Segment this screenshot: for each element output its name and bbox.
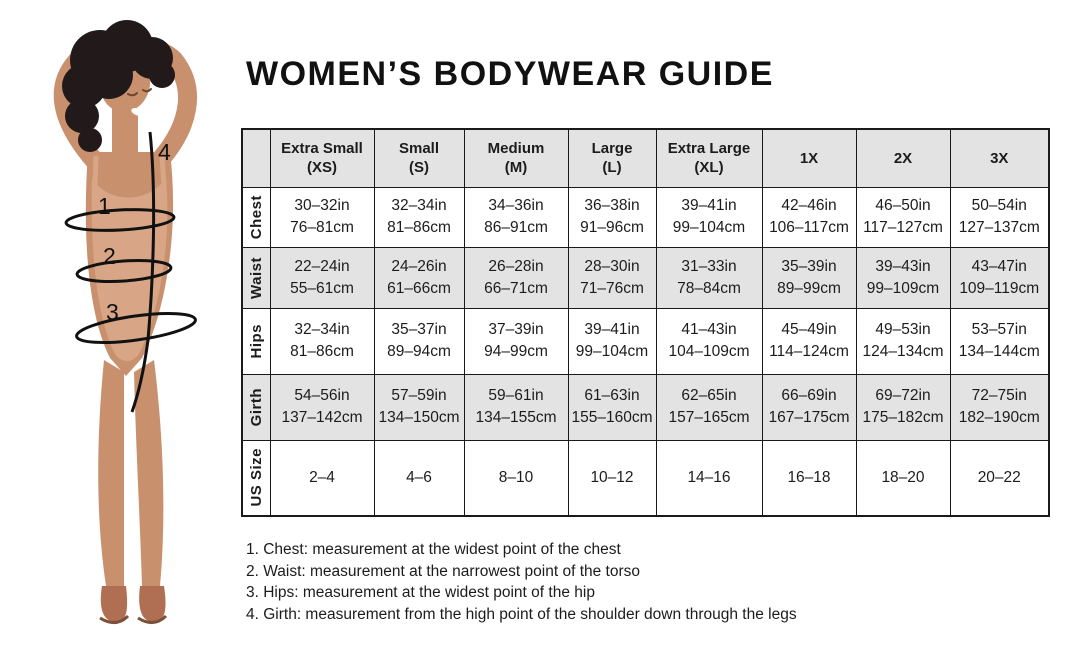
value-inches: 36–38in — [584, 197, 640, 214]
measurement-note: 1. Chest: measurement at the widest point of the chest — [246, 541, 621, 558]
row-label: Chest — [247, 194, 265, 240]
value-inches: 66–69in — [781, 387, 837, 404]
value-centimeters: 81–86cm — [290, 343, 354, 360]
table-header-row — [242, 129, 1049, 187]
column-header-size-name: Small — [398, 140, 440, 158]
value-inches: 28–30in — [584, 257, 640, 275]
value-centimeters: 124–134cm — [862, 343, 944, 360]
value-inches: 46–50in — [875, 197, 931, 214]
marker-1: 1 — [98, 193, 111, 219]
column-header-size-name: 2X — [893, 149, 913, 167]
value-centimeters: 127–137cm — [958, 219, 1040, 236]
page-title: WOMEN’S BODYWEAR GUIDE — [246, 55, 774, 93]
table-row — [242, 187, 1049, 247]
right-jazz-shoe — [139, 586, 165, 622]
measurement-cell — [568, 247, 656, 308]
measurement-cell — [856, 440, 950, 516]
measurement-cell — [856, 374, 950, 440]
value-centimeters: 134–144cm — [958, 343, 1040, 360]
measurement-cell — [464, 308, 568, 374]
value-centimeters: 114–124cm — [769, 343, 849, 360]
value-centimeters: 106–117cm — [769, 219, 849, 236]
marker-2: 2 — [103, 243, 116, 269]
value-centimeters: 91–96cm — [580, 219, 644, 236]
value-inches: 37–39in — [488, 321, 544, 338]
size-chart-table — [241, 128, 1050, 517]
measurement-cell — [464, 247, 568, 308]
measurement-cell — [270, 374, 374, 440]
value-inches: 34–36in — [488, 197, 544, 214]
value-inches: 72–75in — [971, 387, 1027, 404]
measurement-cell — [568, 374, 656, 440]
marker-4: 4 — [158, 139, 171, 165]
value-centimeters: 94–99cm — [484, 343, 548, 360]
value-centimeters: 55–61cm — [290, 279, 354, 297]
value-inches: 43–47in — [971, 257, 1027, 275]
measurement-cell — [270, 247, 374, 308]
measurement-cell — [950, 187, 1049, 247]
measurement-cell — [270, 187, 374, 247]
column-header-abbrev: (XS) — [307, 159, 337, 177]
value-inches: 39–41in — [681, 197, 737, 214]
value-inches: 35–39in — [781, 257, 837, 275]
column-header — [656, 129, 762, 187]
row-label-cell — [242, 440, 270, 516]
value-inches: 30–32in — [294, 197, 350, 214]
row-label: Hips — [247, 323, 265, 359]
value-inches: 10–12 — [590, 468, 634, 486]
column-header-abbrev: (S) — [409, 159, 429, 177]
value-inches: 32–34in — [294, 321, 350, 338]
column-header — [374, 129, 464, 187]
value-inches: 42–46in — [781, 197, 837, 214]
measurement-cell — [762, 374, 856, 440]
measurement-cell — [270, 308, 374, 374]
measurement-cell — [374, 187, 464, 247]
value-inches: 62–65in — [681, 387, 737, 404]
value-centimeters: 66–71cm — [484, 279, 548, 297]
value-inches: 14–16 — [687, 468, 731, 486]
bodysuit-left-strap — [95, 156, 96, 186]
value-centimeters: 86–91cm — [484, 219, 548, 236]
column-header — [950, 129, 1049, 187]
figure-left-leg — [98, 360, 124, 586]
measurement-cell — [656, 247, 762, 308]
value-inches: 32–34in — [391, 197, 447, 214]
measurement-cell — [568, 308, 656, 374]
column-header — [856, 129, 950, 187]
measurement-cell — [656, 440, 762, 516]
value-centimeters: 104–109cm — [668, 343, 750, 360]
table-row — [242, 308, 1049, 374]
value-inches: 54–56in — [294, 387, 350, 404]
value-centimeters: 167–175cm — [768, 409, 850, 426]
value-inches: 50–54in — [971, 197, 1027, 214]
value-inches: 31–33in — [681, 257, 737, 275]
model-illustration — [12, 20, 236, 650]
table-corner-cell — [242, 129, 270, 187]
value-inches: 41–43in — [681, 321, 737, 338]
column-header-size-name: Medium — [487, 140, 545, 158]
column-header-abbrev: (XL) — [694, 159, 724, 177]
value-inches: 59–61in — [488, 387, 544, 404]
value-inches: 45–49in — [781, 321, 837, 338]
value-centimeters: 134–155cm — [475, 409, 557, 426]
column-header — [464, 129, 568, 187]
table-row — [242, 374, 1049, 440]
measurement-cell — [950, 374, 1049, 440]
value-centimeters: 99–109cm — [866, 279, 940, 297]
value-inches: 35–37in — [391, 321, 447, 338]
measurement-cell — [656, 308, 762, 374]
value-inches: 24–26in — [391, 257, 447, 275]
column-header-size-name: Large — [591, 140, 633, 158]
value-centimeters: 76–81cm — [290, 219, 354, 236]
table-row — [242, 440, 1049, 516]
measurement-cell — [950, 308, 1049, 374]
value-centimeters: 89–99cm — [777, 279, 841, 297]
value-centimeters: 71–76cm — [580, 279, 644, 297]
row-label-cell — [242, 374, 270, 440]
column-header-size-name: Extra Large — [667, 140, 751, 158]
column-header-abbrev: (L) — [602, 159, 622, 177]
measurement-cell — [950, 247, 1049, 308]
column-header-size-name: Extra Small — [281, 140, 363, 158]
measurement-cell — [656, 374, 762, 440]
value-centimeters: 99–104cm — [575, 343, 649, 360]
measurement-cell — [374, 247, 464, 308]
value-inches: 39–41in — [584, 321, 640, 338]
measurement-cell — [762, 440, 856, 516]
column-header — [270, 129, 374, 187]
measurement-cell — [270, 440, 374, 516]
value-inches: 61–63in — [584, 387, 640, 404]
value-centimeters: 117–127cm — [863, 219, 943, 236]
measurement-cell — [762, 308, 856, 374]
column-header — [568, 129, 656, 187]
table-row — [242, 247, 1049, 308]
measurement-cell — [464, 440, 568, 516]
measurement-note: 2. Waist: measurement at the narrowest point of the torso — [246, 562, 641, 580]
value-inches: 26–28in — [488, 257, 544, 275]
value-centimeters: 109–119cm — [959, 279, 1040, 297]
measurement-note: 4. Girth: measurement from the high point of the shoulder down through the legs — [246, 605, 797, 623]
value-inches: 49–53in — [875, 321, 931, 338]
measurement-cell — [856, 308, 950, 374]
row-label: US Size — [247, 448, 265, 508]
value-inches: 57–59in — [391, 387, 447, 404]
value-inches: 8–10 — [498, 468, 534, 486]
row-label-cell — [242, 308, 270, 374]
measurement-cell — [568, 187, 656, 247]
row-label: Girth — [247, 387, 265, 427]
value-inches: 16–18 — [787, 468, 831, 486]
row-label-cell — [242, 247, 270, 308]
measurement-cell — [856, 247, 950, 308]
measurement-note: 3. Hips: measurement at the widest point of the hip — [246, 584, 595, 601]
value-centimeters: 78–84cm — [677, 279, 741, 297]
row-label-cell — [242, 187, 270, 247]
value-inches: 18–20 — [881, 468, 925, 486]
value-inches: 22–24in — [294, 257, 350, 275]
column-header-abbrev: (M) — [504, 159, 528, 177]
value-centimeters: 157–165cm — [668, 409, 750, 426]
value-centimeters: 182–190cm — [958, 409, 1040, 426]
model-figure — [12, 20, 236, 650]
measurement-cell — [856, 187, 950, 247]
measurement-cell — [464, 187, 568, 247]
marker-3: 3 — [106, 299, 119, 325]
measurement-cell — [950, 440, 1049, 516]
column-header-size-name: 3X — [990, 149, 1009, 167]
value-inches: 53–57in — [971, 321, 1027, 338]
value-centimeters: 89–94cm — [387, 343, 451, 360]
measurement-cell — [762, 187, 856, 247]
value-centimeters: 175–182cm — [862, 409, 944, 426]
value-centimeters: 61–66cm — [387, 279, 451, 297]
value-inches: 39–43in — [875, 257, 931, 275]
value-centimeters: 99–104cm — [672, 219, 746, 236]
value-centimeters: 155–160cm — [571, 409, 653, 426]
column-header-size-name: 1X — [799, 149, 819, 167]
measurement-cell — [464, 374, 568, 440]
measurement-cell — [374, 440, 464, 516]
column-header — [762, 129, 856, 187]
value-inches: 2–4 — [309, 468, 335, 486]
measurement-cell — [374, 374, 464, 440]
row-label: Waist — [247, 256, 265, 299]
value-centimeters: 134–150cm — [378, 409, 460, 426]
value-centimeters: 81–86cm — [387, 219, 451, 236]
value-inches: 69–72in — [875, 387, 931, 404]
measurement-cell — [762, 247, 856, 308]
value-centimeters: 137–142cm — [281, 409, 363, 426]
measurement-cell — [656, 187, 762, 247]
measurement-notes — [246, 539, 797, 625]
measurement-cell — [568, 440, 656, 516]
measurement-cell — [374, 308, 464, 374]
value-inches: 4–6 — [406, 468, 432, 486]
value-inches: 20–22 — [977, 468, 1021, 486]
left-jazz-shoe — [101, 586, 127, 622]
